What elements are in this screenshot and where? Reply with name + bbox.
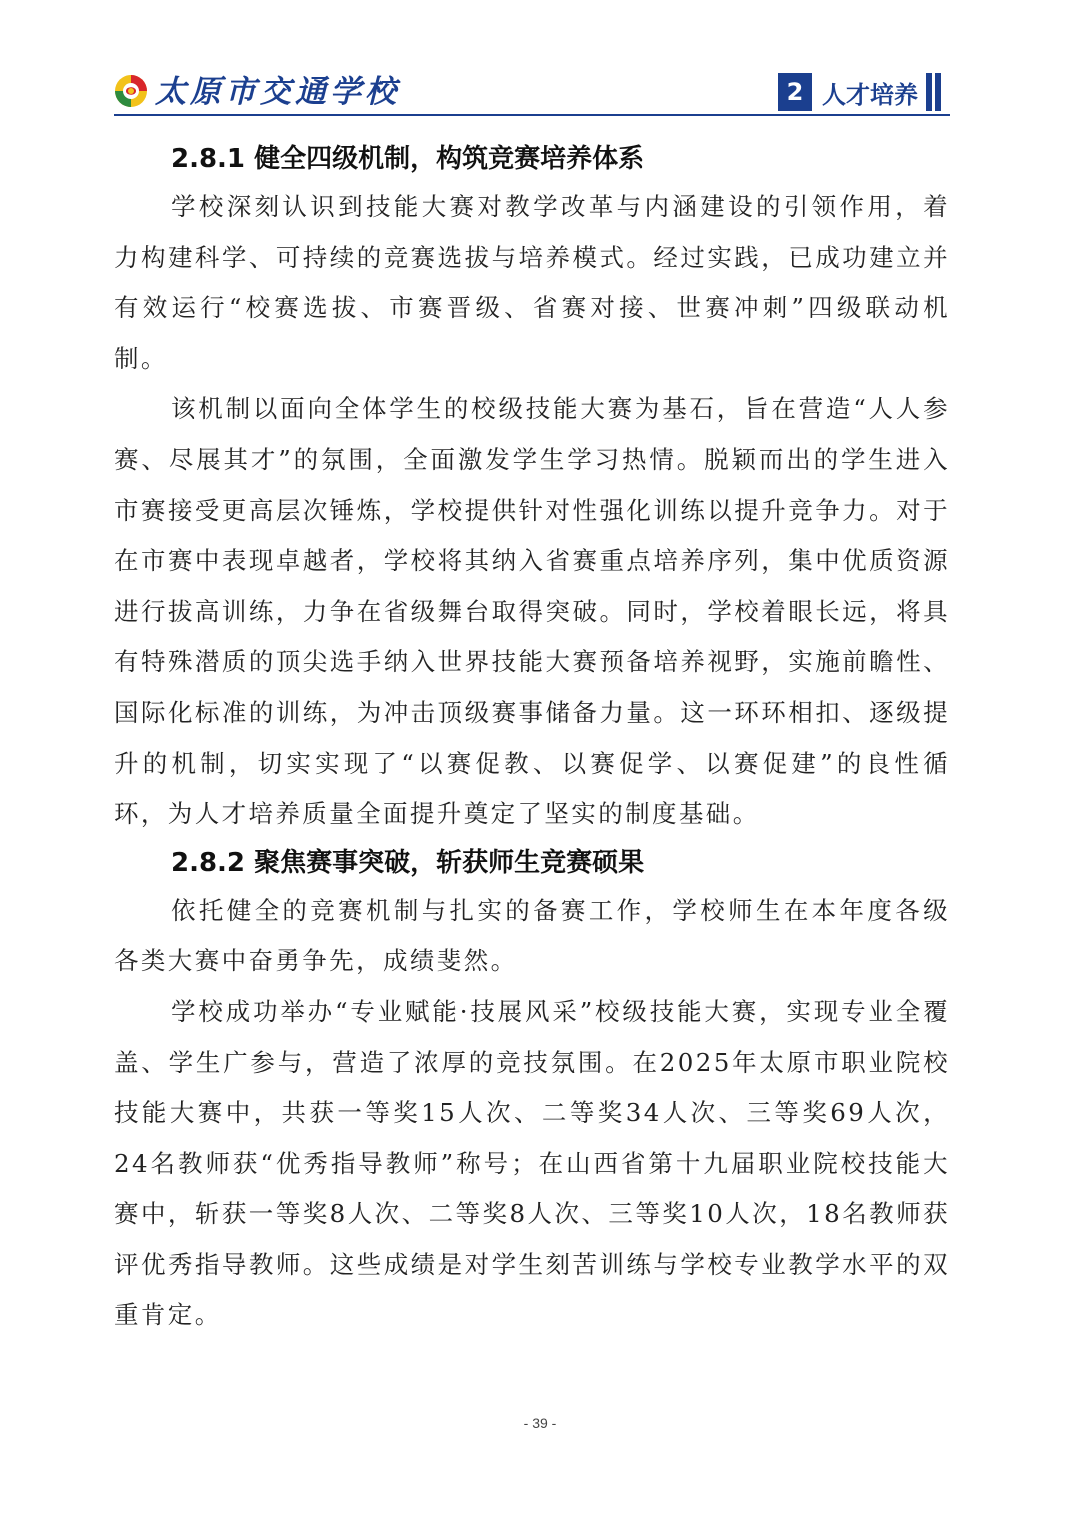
paragraph: 该机制以面向全体学生的校级技能大赛为基石，旨在营造“人人参赛、尽展其才”的氛围，全面激发学生学习热情。脱颖而出的学生进入市赛接受更高层次锤炼，学校提供针对性强化训练以提升竞争力。对于在市赛中表现卓越者，学校将其纳入省赛重点培养序列，集中优质资源进行拔高训练，力争在省级舞台取得突破。同时，学校着眼长远，将具有特殊潜质的顶尖选手纳入世界技能大赛预备培养视野，实施前瞻性、国际化标准的训练，为冲击顶级赛事储备力量。这一环环相扣、逐级提升的机制，切实实现了“以赛促教、以赛促学、以赛促建”的良性循环，为人才培养质量全面提升奠定了坚实的制度基础。 <box>114 394 950 829</box>
header-divider <box>114 114 950 116</box>
page-header <box>0 0 1080 130</box>
school-logo-icon <box>114 74 148 108</box>
section-heading-2-8-2: 2.8.2 聚焦赛事突破，斩获师生竞赛硕果 <box>171 847 645 878</box>
paragraph: 学校成功举办“专业赋能·技展风采”校级技能大赛，实现专业全覆盖、学生广参与，营造了浓厚的竞技氛围。在2025年太原市职业院校技能大赛中，共获一等奖15人次、二等奖34人次、三等奖69人次，24名教师获“优秀指导教师”称号；在山西省第十九届职业院校技能大赛中，斩获一等奖8人次、二等奖8人次、三等奖10人次，18名教师获评优秀指导教师。这些成绩是对学生刻苦训练与学校专业教学水平的双重肯定。 <box>114 996 950 1330</box>
page-content <box>114 136 950 1341</box>
badge-decoration <box>926 73 941 111</box>
school-name: 太原市交通学校 <box>155 74 400 110</box>
paragraph: 学校深刻认识到技能大赛对教学改革与内涵建设的引领作用，着力构建科学、可持续的竞赛选拔与培养模式。经过实践，已成功建立并有效运行“校赛选拔、市赛晋级、省赛对接、世赛冲刺”四级联动机制。 <box>114 192 950 373</box>
paragraph: 依托健全的竞赛机制与扎实的备赛工作，学校师生在本年度各级各类大赛中奋勇争先，成绩斐然。 <box>114 895 950 976</box>
section-title: 人才培养 <box>822 80 918 109</box>
section-number: 2 <box>778 73 812 111</box>
section-badge <box>778 73 941 111</box>
section-heading-2-8-1: 2.8.1 健全四级机制，构筑竞赛培养体系 <box>171 144 645 174</box>
page-number: - 39 - <box>523 1415 557 1431</box>
